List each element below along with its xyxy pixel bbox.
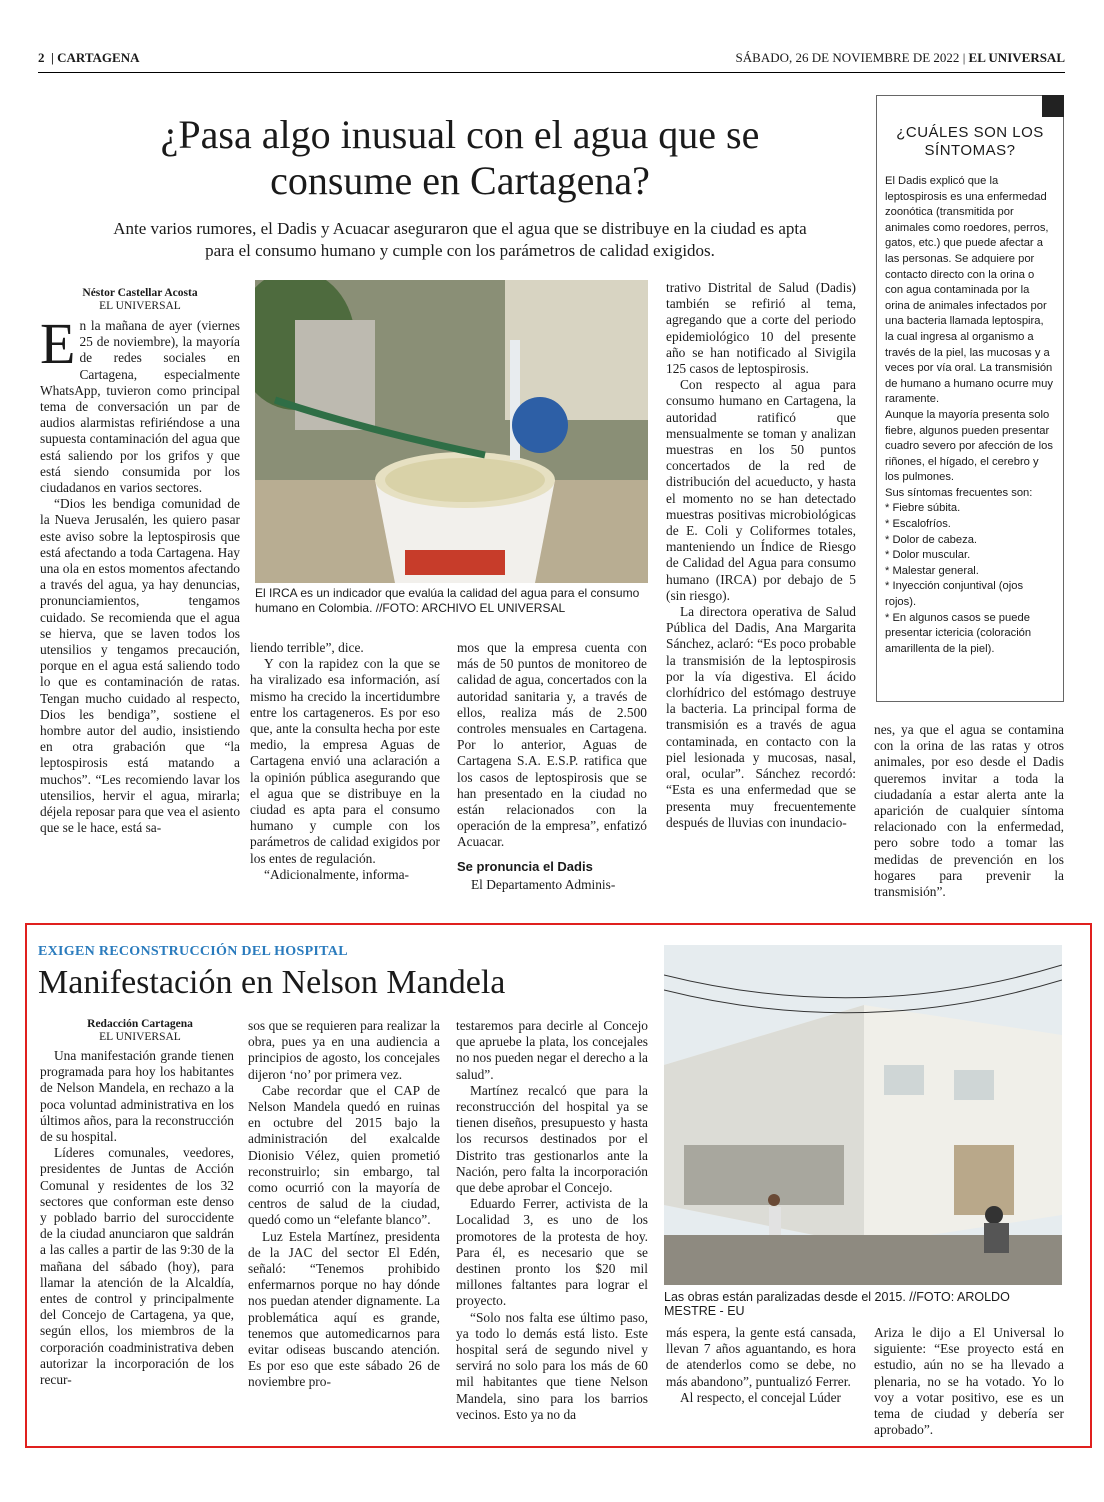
sidebar-body (885, 174, 1055, 657)
drop-cap: E (40, 311, 76, 376)
issue-date: SÁBADO, 26 DE NOVIEMBRE DE 2022 (735, 50, 960, 65)
paragraph: Y con la rapidez con la que se ha viralizado esa información, así mismo ha crecido la incertidumbre entre los cartageneros. Es por eso que, ante la consulta hecha por este medio, la empresa Aguas de Cartagena envió una aclaración a la opinión pública asegurando que el agua que se distribuye en la ciudad es apta para el consumo humano y cumple con los parámetros de calidad exigidos por los entes de regulación. (250, 656, 440, 866)
symptoms-sidebar (876, 95, 1064, 702)
main-col-4 (666, 280, 856, 831)
article-title: ¿Pasa algo inusual con el agua que se consume en Cartagena? (160, 112, 760, 203)
author-outlet: EL UNIVERSAL (99, 300, 181, 312)
kicker: EXIGEN RECONSTRUCCIÓN DEL HOSPITAL (38, 944, 348, 959)
paper-name: EL UNIVERSAL (968, 50, 1065, 65)
sidebar-paragraph: Sus síntomas frecuentes son: (885, 486, 1033, 499)
paragraph: Martínez recalcó que para la reconstrucción del hospital ya se tienen diseños, presupuesto y hasta los recursos destinados por el Distrito tras gestionarlos ante la Nación, pero falta la incorporación que debe aprobar el Concejo. (456, 1082, 648, 1196)
paragraph: Con respecto al agua para consumo humano en Cartagena, la autoridad ratificó que mensualmente se toman y analizan muestras en los 50 puntos concertados de la red de distribución del acueducto, y hasta el momento no se han detectado muestras positivas microbiológicas de E. Coli y Coliformes totales, manteniendo un Índice de Riesgo de Calidad del Agua para consumo humano (IRCA) por debajo de 5 (sin riesgo). (666, 377, 856, 603)
second-col-4 (666, 1325, 856, 1406)
paragraph: sos que se requieren para realizar la obra, pues ya en una audiencia a principios de agosto, los concejales dijeron ‘no’ por primera vez. (248, 1018, 440, 1082)
paragraph: Al respecto, el concejal Lúder (680, 1389, 841, 1405)
paragraph: “Adicionalmente, informa- (264, 866, 410, 882)
symptom-item: * Dolor muscular. (885, 549, 971, 562)
paragraph: “Dios les bendiga comunidad de la Nueva Jerusalén, les quiero pasar este aviso sobre la leptospirosis que está afectando a toda Cartagena. Hay una ola en estos momentos afectando a través del agua, ya hay denuncias, pronunciamientos, tengamos cuidado. Se recomienda que el agua se hierva, que se laven todos los utensilios y tengamos precaución, porque en el agua está saliendo todo lo que es contaminación de ratas. Tengan mucho cuidado al respecto, Dios les bendiga”, sostiene el hombre autor del audio, insistiendo en otra grabación que “la leptospirosis está matando a muchos”. “Les recomiendo lavar los utensilios, hervir el agua, mirarla; déjela reposar para que vea el asiento que se le hace, está sa- (40, 496, 241, 836)
water-bucket-photo (255, 280, 648, 583)
paragraph: Una manifestación grande tienen programada para hoy los habitantes de Nelson Mandela, en rechazo a la poca voluntad administrativa en los últimos años, para la reconstrucción de su hospital. (40, 1048, 234, 1145)
byline (40, 287, 240, 313)
sidebar-intro: El Dadis explicó que la leptospirosis es una enfermedad zoonótica (transmitida por animales como roedores, perros, gatos, etc.) que puede afectar a las personas. Se adquiere por contacto directo con la orina o con agua contaminada por la orina de animales infectados por una bacteria llamada leptospira, la cual ingresa al organismo a través de la piel, las mucosas y a veces por vía oral. La transmisión de humano a humano ocurre muy raramente. (885, 175, 1053, 406)
paragraph: Cabe recordar que el CAP de Nelson Mandela quedó en ruinas en octubre del 2015 bajo la administración del exalcalde Dionisio Vélez, quien prometió reconstruirlo; sin embargo, tal como ocurrió con la mayoría de centros de salud de la ciudad, quedó como un “elefante blanco”. (248, 1082, 440, 1228)
sidebar-title: ¿CUÁLES SON LOS SÍNTOMAS? (896, 124, 1044, 159)
paragraph: Eduardo Ferrer, activista de la Localidad 3, es uno de los promotores de la protesta de hoy. Para él, es necesario que se destinen pronto los $20 mil millones faltantes para lograr el proyecto. (456, 1196, 648, 1309)
photo-illustration (664, 945, 1062, 1285)
paragraph: El Departamento Adminis- (471, 876, 616, 892)
byline (40, 1018, 240, 1044)
symptom-item: * Dolor de cabeza. (885, 533, 978, 546)
paragraph: nes, ya que el agua se contamina con la orina de las ratas y otros animales, por eso desde el Dadis queremos invitar a toda la ciudadanía a estar alerta ante la aparición de cualquier síntoma relacionado con la enfermedad, pero sobre todo a tomar las medidas de prevención en los hogares para prevenir la transmisión”. (874, 722, 1064, 900)
main-col-2 (250, 640, 440, 883)
main-col-1 (40, 311, 241, 837)
paragraph: más espera, la gente está cansada, llevan 7 años aguantando, es hora de atenderlos como se debe, no más abandono”, puntualizó Ferrer. (666, 1325, 856, 1389)
second-col-1 (40, 1048, 234, 1388)
paragraph: Ariza le dijo a El Universal lo siguiente: “Ese proyecto está en estudio, aún no se ha llevado a plenaria, no se ha votado. Yo lo voy a votar positivo, ese es un tema de ciudad y debería ser aprobado”. (874, 1325, 1064, 1438)
paragraph: trativo Distrital de Salud (Dadis) también se refirió al tema, agregando que a corte del periodo epidemiológico 10 del presente año se han notificado al Sivigila 125 casos de leptospirosis. (666, 280, 856, 377)
author-outlet: EL UNIVERSAL (99, 1031, 181, 1043)
page-header (38, 50, 1065, 72)
hospital-photo (664, 945, 1062, 1285)
main-col-3 (457, 640, 647, 893)
header-right: SÁBADO, 26 DE NOVIEMBRE DE 2022 | EL UNIVERSAL (735, 50, 1065, 65)
photo-caption: El IRCA es un indicador que evalúa la calidad del agua para el consumo humano en Colombia. //FOTO: ARCHIVO EL UNIVERSAL (255, 586, 640, 615)
sidebar-corner-mark (1042, 95, 1064, 117)
paragraph: “Solo nos falta ese último paso, ya todo lo demás está listo. Este hospital será de segundo nivel y servirá no solo para los más de 60 mil habitantes que tiene Nelson Mandela, sino para los barrios vecinos. Esto ya no da (456, 1309, 648, 1422)
header-rule (38, 72, 1065, 73)
author-name: Redacción Cartagena (87, 1018, 193, 1030)
second-col-3 (456, 1018, 648, 1423)
sidebar-paragraph: Aunque la mayoría presenta solo fiebre, algunos pueden presentar cuadro severo por afección de los riñones, el hígado, el cerebro y los pulmones. (885, 408, 1053, 484)
paragraph-text: n la mañana de ayer (viernes 25 de noviembre), la mayoría de redes sociales en Cartagena, especialmente WhatsApp, tuvieron como principal tema de conversación un par de audios alarmistas refiriéndose a una supuesta contaminación del agua que está saliendo por los grifos y que está siendo consumida por los ciudadanos en varios sectores. (40, 318, 240, 496)
paragraph: Luz Estela Martínez, presidenta de la JAC del sector El Edén, señaló: “Tenemos prohibido enfermarnos porque no hay dónde nos puedan atender dignamente. La problemática aquí es grande, tenemos que automedicarnos para evitar odiseas buscando atención. Es por eso que este sábado 26 de noviembre pro- (248, 1228, 440, 1390)
second-col-2 (248, 1018, 440, 1391)
paragraph: mos que la empresa cuenta con más de 50 puntos de monitoreo de calidad de agua, concertados con la autoridad sanitaria y, a través de ellos, realiza más de 2.500 controles mensuales en Cartagena. Por lo anterior, Aguas de Cartagena S.A. E.S.P. ratifica que los casos de leptospirosis que se han presentado en la ciudad no están relacionados con la operación de la empresa”, enfatizó Acuacar. (457, 640, 647, 850)
paragraph: La directora operativa de Salud Pública del Dadis, Ana Margarita Sánchez, aclaró: “Es poco probable la transmisión de la leptospirosis por la vía digestiva. El ácido clorhídrico del estómago destruye la bacteria. La principal forma de transmisión es a través de agua contaminada, en contacto con la piel lesionada y mucosas, nasal, oral, ocular”. Sánchez recordó: “Esta es una enfermedad que se presenta muy frecuentemente después de lluvias con inundacio- (666, 604, 856, 830)
photo-illustration (255, 280, 648, 583)
paragraph: Líderes comunales, veedores, presidentes de Juntas de Acción Comunal y residentes de los 32 sectores que conforman este denso y poblado barrio del suroccidente de la ciudad anunciaron que saldrán a las calles a partir de las 9:30 de la mañana del sábado (hoy), para llamar la atención de la Alcaldía, entes de control y principalmente del Concejo de Cartagena, ya que, según ellos, los miembros de la corporación coadministrativa deben autorizar la incorporación de los recur- (40, 1145, 234, 1388)
header-left: 2 | CARTAGENA (38, 50, 140, 65)
symptom-item: * Inyección conjuntival (ojos rojos). (885, 580, 1024, 609)
section-name: CARTAGENA (57, 50, 140, 65)
second-article-title: Manifestación en Nelson Mandela (38, 964, 506, 1001)
symptom-item: * Escalofríos. (885, 518, 951, 531)
paragraph: liendo terrible”, dice. (250, 640, 364, 655)
paragraph (40, 311, 240, 496)
main-col-5 (874, 722, 1064, 900)
symptom-item: * Fiebre súbita. (885, 502, 961, 515)
paragraph: testaremos para decirle al Concejo que apruebe la plata, los concejales no nos pueden negar el derecho a la salud”. (456, 1018, 648, 1082)
page-number: 2 (38, 50, 45, 65)
subhead: Se pronuncia el Dadis (457, 858, 593, 874)
symptom-item: * En algunos casos se puede presentar ictericia (coloración amarillenta de la piel). (885, 611, 1032, 655)
second-col-5 (874, 1325, 1064, 1438)
symptom-item: * Malestar general. (885, 564, 979, 577)
photo-caption: Las obras están paralizadas desde el 2015. //FOTO: AROLDO MESTRE - EU (664, 1290, 1010, 1318)
article-deck: Ante varios rumores, el Dadis y Acuacar aseguraron que el agua que se distribuye en la ciudad es apta para el consumo humano y cumple con los parámetros de calidad exigidos. (113, 219, 807, 260)
author-name: Néstor Castellar Acosta (82, 287, 198, 299)
